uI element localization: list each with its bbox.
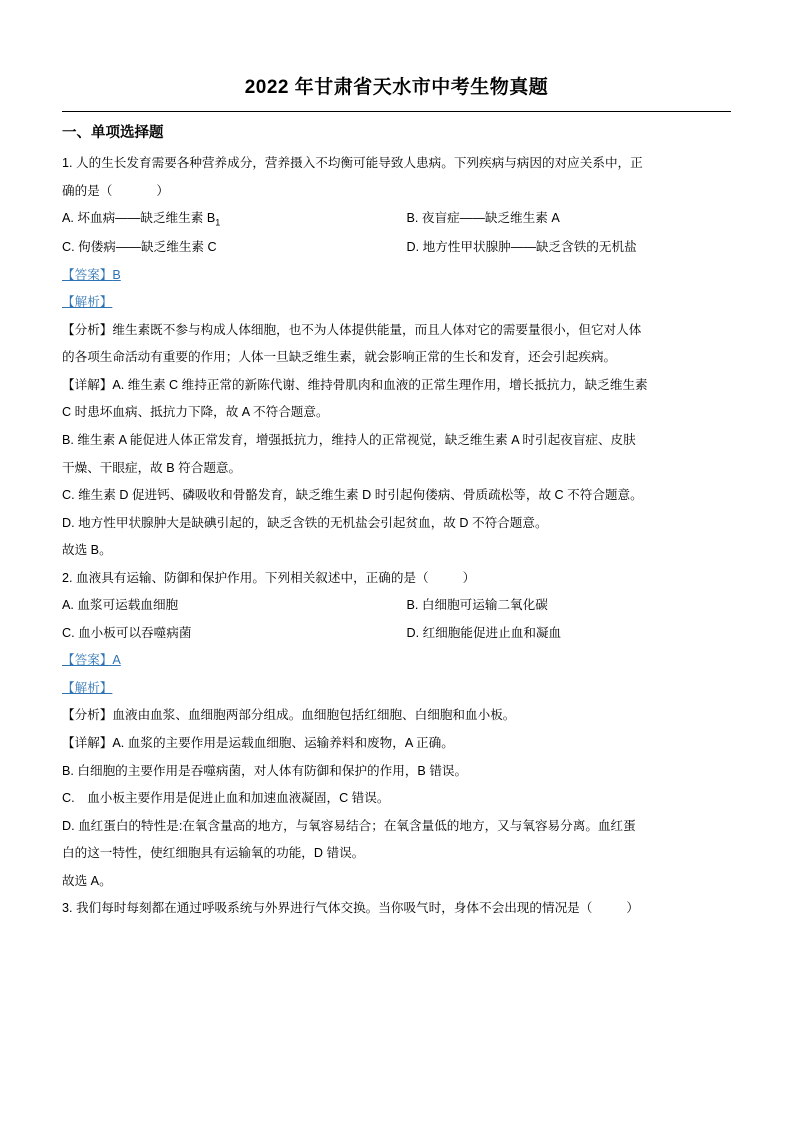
option-a-subscript: 1 [215, 217, 221, 228]
question-2-stem [62, 566, 731, 591]
question-2-conclusion: 故选 A。 [62, 873, 112, 888]
question-1-analysis-label: 【解析】 [62, 295, 113, 310]
question-2-detail-line-5: 白的这一特性，使红细胞具有运输氧的功能，D 错误。 [62, 846, 365, 861]
option-b: B. 白细胞可运输二氧化碳 [406, 598, 548, 613]
question-3-stem-tail: ） [626, 901, 639, 916]
option-a: A. 血浆可运载血细胞 [62, 598, 179, 613]
question-2-stem-text: 2. 血液具有运输、防御和保护作用。下列相关叙述中，正确的是（ [62, 570, 429, 585]
question-1-stem-line-1: 1. 人的生长发育需要各种营养成分，营养摄入不均衡可能导致人患病。下列疾病与病因的对应关系中，正 [62, 156, 643, 170]
question-1-detail-line-4: 干燥、干眼症，故 B 符合题意。 [62, 460, 242, 475]
question-2-options-row-2 [62, 621, 731, 646]
question-2-stem-tail: ） [462, 570, 476, 585]
question-2-analysis-line-1: 【分析】血液由血浆、血细胞两部分组成。血细胞包括红细胞、白细胞和血小板。 [62, 708, 516, 723]
option-c: C. 佝偻病——缺乏维生素 C [62, 240, 217, 255]
question-1-detail-line-5: C. 维生素 D 促进钙、磷吸收和骨骼发育，缺乏维生素 D 时引起佝偻病、骨质疏松等，故 C 不符合题意。 [62, 488, 643, 503]
question-1-answer [62, 263, 731, 288]
question-2-options-row-1 [62, 593, 731, 618]
question-1-detail-line-6: D. 地方性甲状腺肿大是缺碘引起的，缺乏含铁的无机盐会引起贫血，故 D 不符合题意。 [62, 515, 548, 530]
option-c: C. 血小板可以吞噬病菌 [62, 625, 192, 640]
question-2-analysis-label: 【解析】 [62, 680, 113, 695]
answer-value: B [112, 267, 121, 282]
question-2-detail-line-3: C. 血小板主要作用是促进止血和加速血液凝固，C 错误。 [62, 791, 390, 806]
question-2-detail-line-2: B. 白细胞的主要作用是吞噬病菌，对人体有防御和保护的作用，B 错误。 [62, 763, 468, 778]
question-1-stem-line-2-tail: ） [156, 183, 169, 198]
option-d: D. 地方性甲状腺肿——缺乏含铁的无机盐 [406, 240, 637, 255]
question-2-answer [62, 648, 731, 673]
question-2-detail-line-1: 【详解】A. 血浆的主要作用是运载血细胞、运输养料和废物，A 正确。 [62, 736, 454, 750]
question-1-options-row-2 [62, 235, 731, 260]
question-1-detail-line-3: B. 维生素 A 能促进人体正常发育，增强抵抗力，维持人的正常视觉，缺乏维生素 A 时引起夜盲症、皮肤 [62, 432, 636, 447]
question-1-options-row-1 [62, 206, 731, 232]
question-3-stem-text: 3. 我们每时每刻都在通过呼吸系统与外界进行气体交换。当你吸气时，身体不会出现的情况是（ [62, 901, 593, 916]
answer-label: 【答案】 [62, 653, 113, 668]
answer-value: A [112, 653, 121, 668]
option-a: A. 坏血病——缺乏维生素 $B_1$ [62, 211, 221, 228]
option-d: D. 红细胞能促进止血和凝血 [406, 625, 562, 640]
question-1-analysis-line-1: 【分析】维生素既不参与构成人体细胞，也不为人体提供能量，而且人体对它的需要量很小，但它对人体 [62, 322, 642, 337]
question-1-stem-line-2-text: 确的是（ [62, 183, 113, 198]
question-2-detail-line-4: D. 血红蛋白的特性是:在氧含量高的地方，与氧容易结合；在氧含量低的地方，又与氧容易分离。血红蛋 [62, 818, 636, 833]
answer-label: 【答案】 [62, 267, 113, 282]
question-1-conclusion: 故选 B。 [62, 543, 112, 558]
question-1-analysis-line-2: 的各项生命活动有重要的作用；人体一旦缺乏维生素，就会影响正常的生长和发育，还会引起疾病。 [62, 350, 617, 365]
title-divider [62, 111, 731, 112]
question-1-stem-line-2 [62, 179, 731, 204]
page-title: 2022 年甘肃省天水市中考生物真题 [244, 77, 549, 98]
question-1-detail-line-2: C 时患坏血病、抵抗力下降，故 A 不符合题意。 [62, 405, 329, 420]
option-b: B. 夜盲症——缺乏维生素 A [406, 211, 560, 226]
question-1-detail-line-1: 【详解】A. 维生素 C 维持正常的新陈代谢、维持骨肌肉和血液的正常生理作用，增长抵抗力，缺乏维生素 [62, 377, 648, 392]
section-heading: 一、单项选择题 [62, 125, 164, 141]
question-3-stem [62, 896, 731, 921]
